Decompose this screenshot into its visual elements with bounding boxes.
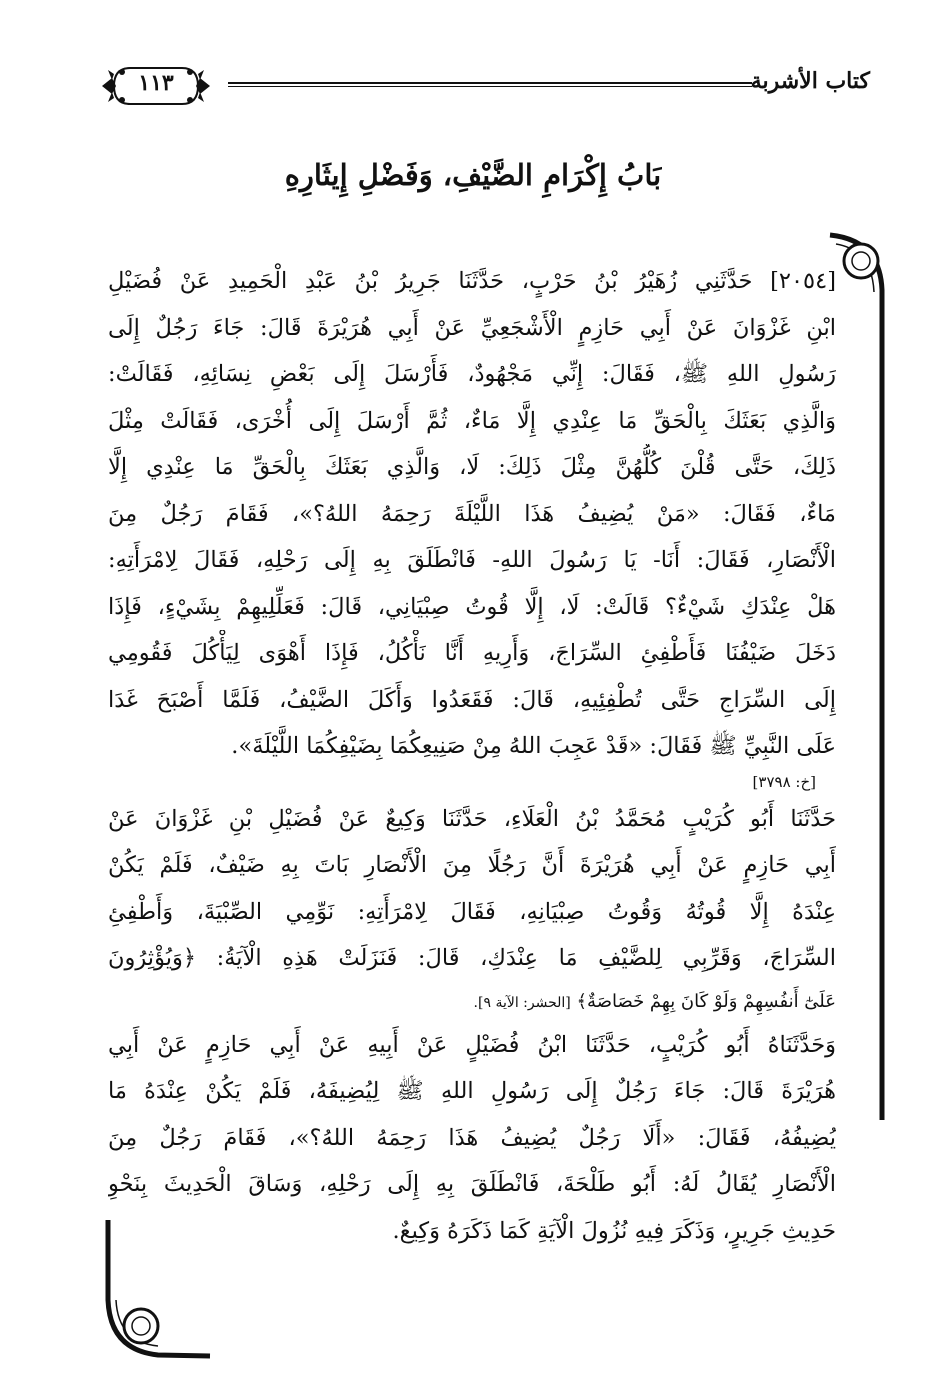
quran-verse-line	[108, 982, 836, 1022]
text-line: مَاءٌ، فَقَالَ: «مَنْ يُضِيفُ هَذَا اللَّيْلَةَ رَحِمَهُ اللهُ؟»، فَقَامَ رَجُلٌ مِنَ	[108, 500, 836, 527]
text-line: ذَلِكَ، حَتَّى قُلْنَ كُلُّهُنَّ مِثْلَ ذَلِكَ: لَا، وَالَّذِي بَعَثَكَ بِالْحَقِّ مَا عِنْدِي إِلَّا	[108, 454, 836, 480]
text-line: ابْنِ غَزْوَانَ عَنْ أَبِي حَازِمٍ الْأَشْجَعِيِّ عَنْ أَبِي هُرَيْرَةَ قَالَ: جَاءَ رَجُلٌ إِلَى	[108, 314, 836, 341]
hadith-2054	[108, 258, 836, 796]
text-line: هَلْ عِنْدَكِ شَيْءٌ؟ قَالَتْ: لَا، إِلَّا قُوتُ صِبْيَانِي، قَالَ: فَعَلِّلِيهِمْ بِشَيْءٍ، فَإِذَا	[108, 593, 836, 620]
text-line: [٢٠٥٤] حَدَّثَنِي زُهَيْرُ بْنُ حَرْبٍ، حَدَّثَنَا جَرِيرُ بْنُ عَبْدِ الْحَمِيدِ عَنْ فُضَيْلِ	[108, 268, 836, 294]
text-line: عِنْدَهُ إِلَّا قُوتُهُ وَقُوتُ صِبْيَانِهِ، فَقَالَ لِامْرَأَتِهِ: نَوِّمِي الصِّبْيَةَ، وَأَطْفِئِ	[108, 898, 836, 925]
page-number: ١١٣	[138, 70, 174, 96]
book-title: كتاب الأشربة	[750, 68, 870, 94]
text-line: حَدِيثِ جَرِيرٍ، وَذَكَرَ فِيهِ نُزُولَ الْآيَةِ كَمَا ذَكَرَهُ وَكِيعٌ.	[392, 1217, 836, 1244]
hadith-third-chain	[108, 1022, 836, 1255]
text-line: يُضِيفُهُ، فَقَالَ: «أَلَا رَجُلٌ يُضِيفُ هَذَا رَحِمَهُ اللهُ؟»، فَقَامَ رَجُلٌ مِنَ	[108, 1124, 836, 1151]
text-line: رَسُولِ اللهِ ﷺ، فَقَالَ: إِنِّي مَجْهُودٌ، فَأَرْسَلَ إِلَى بَعْضِ نِسَائِهِ، فَقَالَتْ:	[108, 361, 836, 387]
quran-reference: [الحشر: الآية ٩].	[473, 994, 571, 1011]
header-rule	[228, 82, 752, 87]
page-header	[100, 58, 870, 118]
text-line: أَبِي حَازِمٍ عَنْ أَبِي هُرَيْرَةَ أَنَّ رَجُلًا مِنَ الْأَنْصَارِ بَاتَ بِهِ ضَيْفٌ، فَلَمْ يَكُنْ	[108, 852, 836, 878]
text-line: الْأَنْصَارِ، فَقَالَ: أَنَا- يَا رَسُولَ اللهِ- فَانْطَلَقَ بِهِ إِلَى رَحْلِهِ، فَقَالَ لِامْرَأَتِهِ:	[108, 547, 836, 573]
bukhari-reference: [خ: ٣٧٩٨]	[752, 772, 816, 791]
text-line: دَخَلَ ضَيْفُنَا فَأَطْفِئِ السِّرَاجَ، وَأَرِيهِ أَنَّا نَأْكُلُ، فَإِذَا أَهْوَى لِيَأْكُلَ فَقُومِي	[108, 640, 836, 666]
hadith-body	[108, 258, 836, 1254]
text-line: السِّرَاجَ، وَقَرِّبِي لِلضَّيْفِ مَا عِنْدَكِ، قَالَ: فَنَزَلَتْ هَذِهِ الْآيَةُ: ﴿وَيُؤْثِرُونَ	[108, 945, 836, 971]
page-number-ornament	[100, 58, 212, 114]
hadith-second-chain	[108, 796, 836, 1022]
text-line: عَلَى النَّبِيِّ ﷺ فَقَالَ: «قَدْ عَجِبَ اللهُ مِنْ صَنِيعِكُمَا بِضَيْفِكُمَا اللَّيْلَةَ».	[231, 733, 836, 759]
text-line: وَحَدَّثَنَاهُ أَبُو كُرَيْبٍ، حَدَّثَنَا ابْنُ فُضَيْلٍ عَنْ أَبِيهِ عَنْ أَبِي حَازِمٍ عَنْ أَبِي	[108, 1031, 836, 1058]
text-line: الْأَنْصَارِ يُقَالُ لَهُ: أَبُو طَلْحَةَ، فَانْطَلَقَ بِهِ إِلَى رَحْلِهِ، وَسَاقَ الْحَدِيثَ بِنَحْوِ	[108, 1171, 836, 1197]
quran-verse-text: عَلَىٰٓ أَنفُسِهِمْ وَلَوْ كَانَ بِهِمْ خَصَاصَةٌ﴾	[576, 990, 836, 1012]
text-line: إِلَى السِّرَاجِ حَتَّى تُطْفِئِيهِ، قَالَ: فَقَعَدُوا وَأَكَلَ الضَّيْفُ، فَلَمَّا أَصْبَحَ غَدَا	[108, 686, 836, 713]
text-line: حَدَّثَنَا أَبُو كُرَيْبٍ مُحَمَّدُ بْنُ الْعَلَاءِ، حَدَّثَنَا وَكِيعٌ عَنْ فُضَيْلِ بْنِ غَزْوَانَ عَنْ	[108, 805, 836, 832]
chapter-title: بَابُ إِكْرَامِ الضَّيْفِ، وَفَضْلِ إِيثَارِهِ	[284, 158, 662, 192]
text-line: هُرَيْرَةَ قَالَ: جَاءَ رَجُلٌ إِلَى رَسُولِ اللهِ ﷺ لِيُضِيفَهُ، فَلَمْ يَكُنْ عِنْدَهُ مَا	[108, 1078, 836, 1104]
text-line: وَالَّذِي بَعَثَكَ بِالْحَقِّ مَا عِنْدِي إِلَّا مَاءٌ، ثُمَّ أَرْسَلَ إِلَى أُخْرَى، فَقَالَتْ مِثْلَ	[108, 407, 836, 434]
